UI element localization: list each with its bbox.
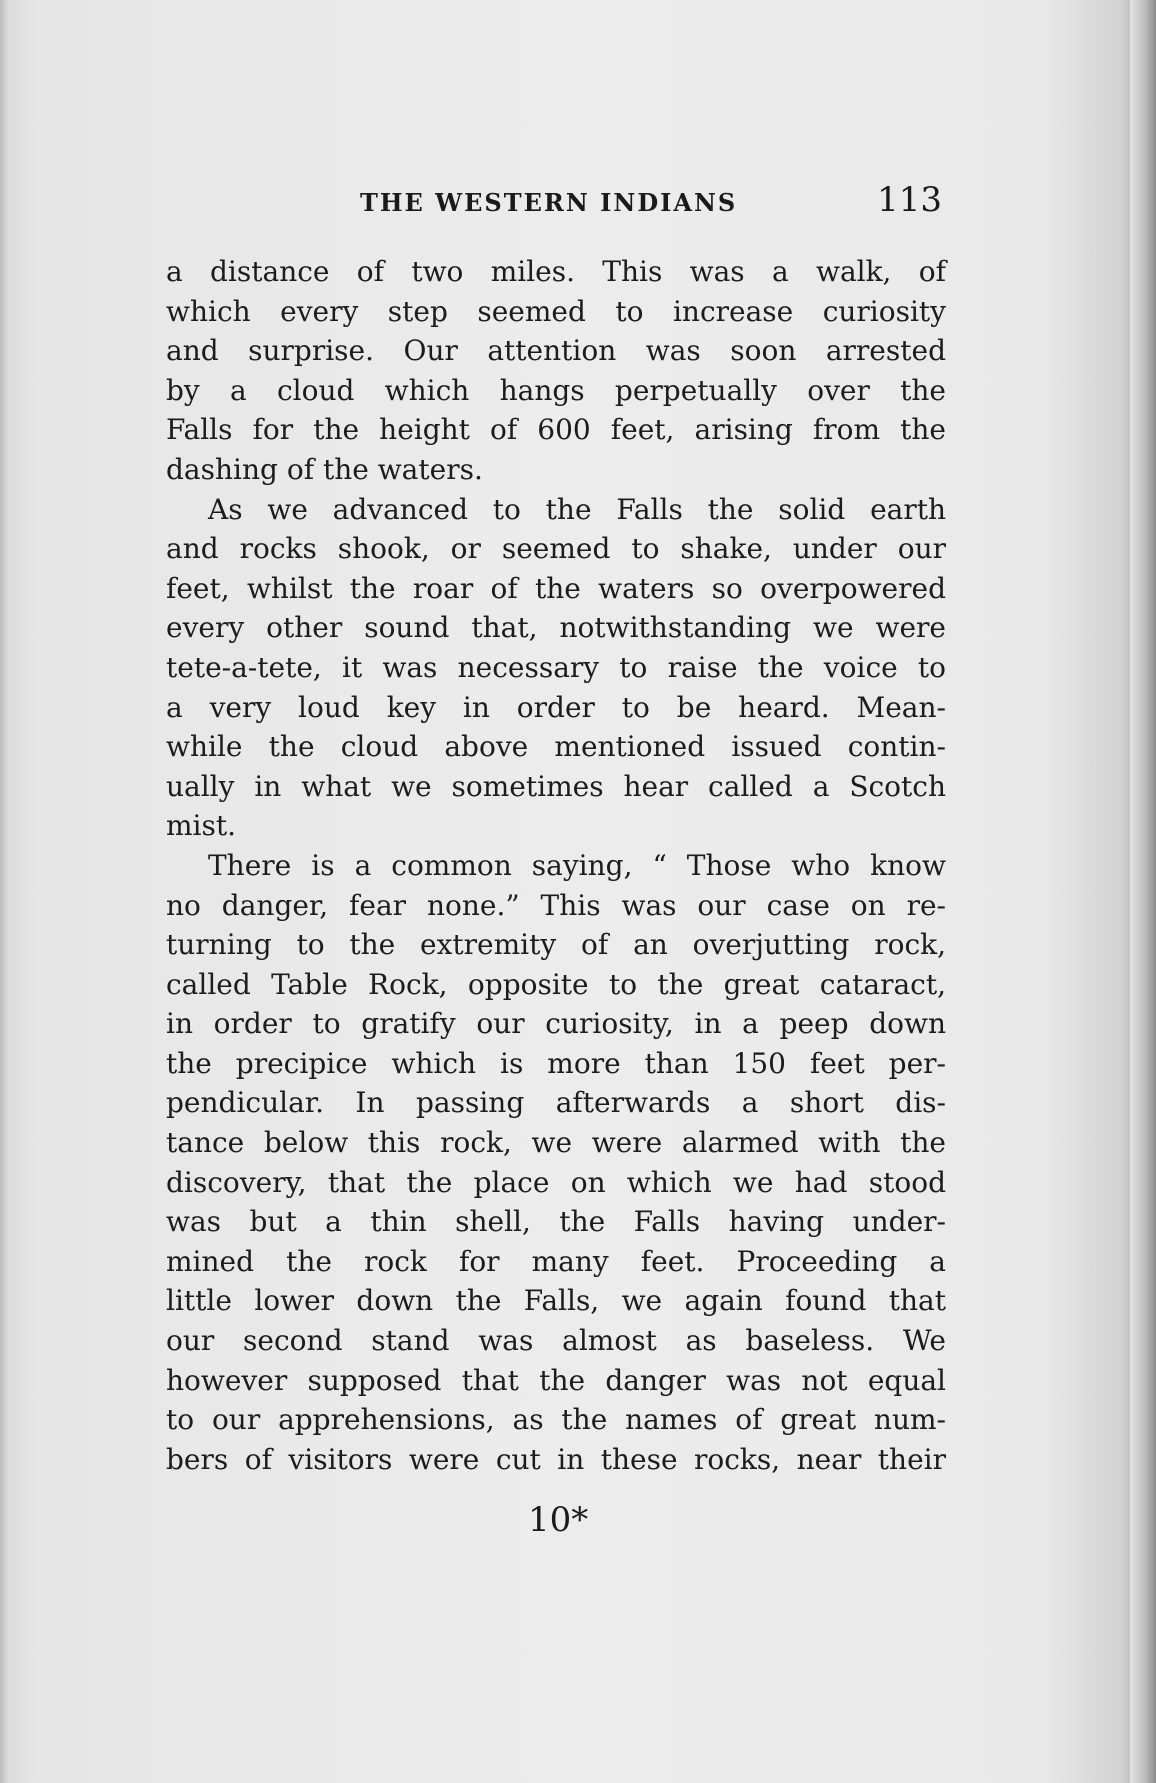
text-line: in order to gratify our curiosity, in a peep down: [166, 1007, 946, 1041]
page-left-edge: [0, 0, 10, 1783]
text-line: every other sound that, notwithstanding we were: [166, 611, 946, 645]
text-line: little lower down the Falls, we again found that: [166, 1284, 946, 1318]
text-line: and rocks shook, or seemed to shake, under our: [166, 532, 946, 566]
body-text: [166, 252, 946, 1479]
text-line: mist.: [166, 809, 237, 843]
text-line: discovery, that the place on which we had stood: [166, 1165, 946, 1199]
text-line: Falls for the height of 600 feet, arising from the: [166, 413, 946, 447]
text-line: There is a common saying, “ Those who know: [208, 848, 946, 882]
text-line: mined the rock for many feet. Proceeding a: [166, 1244, 946, 1278]
text-line: however supposed that the danger was not equal: [166, 1363, 946, 1397]
text-line: no danger, fear none.” This was our case on re-: [166, 888, 946, 922]
running-head: THE WESTERN INDIANS: [360, 188, 738, 217]
text-line: was but a thin shell, the Falls having under-: [166, 1205, 946, 1239]
text-line: As we advanced to the Falls the solid earth: [208, 492, 946, 526]
text-line: our second stand was almost as baseless. We: [166, 1324, 946, 1358]
page-right-edge: [1130, 0, 1156, 1783]
text-line: turning to the extremity of an overjutting rock,: [166, 928, 946, 962]
signature-mark: 10*: [528, 1500, 589, 1540]
text-line: a very loud key in order to be heard. Mean-: [166, 690, 946, 724]
text-line: to our apprehensions, as the names of great num-: [166, 1403, 946, 1437]
text-line: dashing of the waters.: [166, 452, 483, 486]
text-line: tance below this rock, we were alarmed with the: [166, 1126, 946, 1160]
text-line: feet, whilst the roar of the waters so overpowered: [166, 571, 946, 605]
text-line: tete-a-tete, it was necessary to raise the voice to: [166, 650, 946, 684]
text-line: bers of visitors were cut in these rocks, near their: [166, 1442, 946, 1476]
page-header: [160, 178, 960, 228]
text-line: by a cloud which hangs perpetually over the: [166, 373, 946, 407]
page-number: 113: [877, 180, 942, 220]
text-line: pendicular. In passing afterwards a short dis-: [166, 1086, 946, 1120]
text-line: while the cloud above mentioned issued contin-: [166, 730, 946, 764]
text-line: the precipice which is more than 150 feet per-: [166, 1046, 946, 1080]
text-line: and surprise. Our attention was soon arrested: [166, 334, 946, 368]
text-line: ually in what we sometimes hear called a Scotch: [166, 769, 946, 803]
text-line: a distance of two miles. This was a walk, of: [166, 255, 946, 288]
text-line: which every step seemed to increase curiosity: [166, 294, 946, 328]
text-line: called Table Rock, opposite to the great cataract,: [166, 967, 946, 1001]
